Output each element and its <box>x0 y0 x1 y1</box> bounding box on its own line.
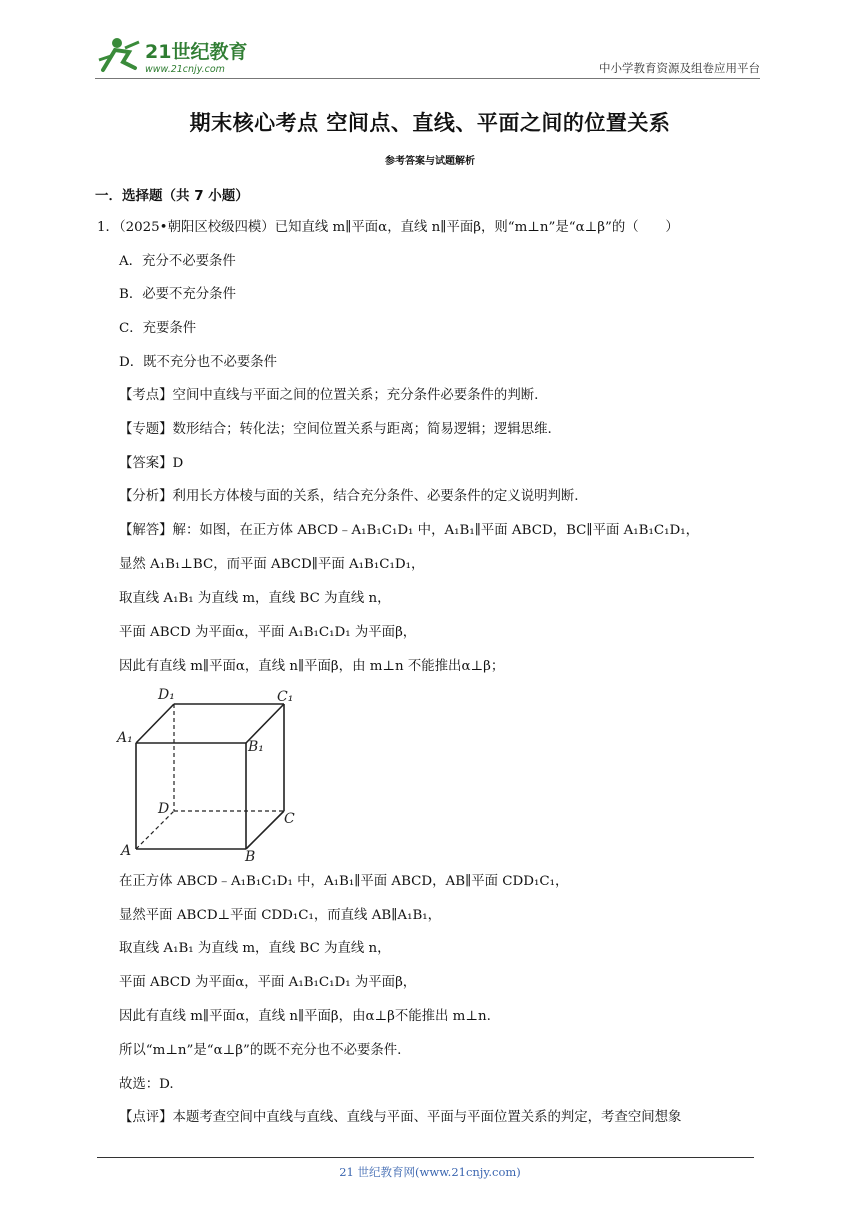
label-c: C <box>284 811 295 827</box>
label-a1: A₁ <box>117 730 133 746</box>
solution-line-6: 在正方体 ABCD﹣A₁B₁C₁D₁ 中，A₁B₁∥平面 ABCD，AB∥平面 CDD₁C₁， <box>119 874 569 889</box>
cube-figure <box>115 686 305 864</box>
solution-line-5: 因此有直线 m∥平面α，直线 n∥平面β，由 m⊥n 不能推出α⊥β； <box>119 659 505 674</box>
solution-line-2: 显然 A₁B₁⊥BC，而平面 ABCD∥平面 A₁B₁C₁D₁， <box>119 557 425 572</box>
solution-line-10: 因此有直线 m∥平面α，直线 n∥平面β，由α⊥β不能推出 m⊥n. <box>119 1009 491 1024</box>
page-header <box>95 30 760 82</box>
solution-line-11: 所以“m⊥n”是“α⊥β”的既不充分也不必要条件. <box>119 1043 402 1058</box>
svg-text:21世纪教育: 21世纪教育 <box>145 41 248 63</box>
label-c1: C₁ <box>277 689 294 705</box>
analysis-line: 【分析】利用长方体棱与面的关系，结合充分条件、必要条件的定义说明判断. <box>119 489 579 504</box>
option-a: A．充分不必要条件 <box>119 254 236 269</box>
solution-line-7: 显然平面 ABCD⊥平面 CDD₁C₁，而直线 AB∥A₁B₁， <box>119 908 442 923</box>
solution-line-4: 平面 ABCD 为平面α，平面 A₁B₁C₁D₁ 为平面β， <box>119 625 417 640</box>
site-name: 中小学教育资源及组卷应用平台 <box>599 61 760 75</box>
question-stem: 1．（2025•朝阳区校级四模）已知直线 m∥平面α，直线 n∥平面β，则“m⊥n”是“α⊥β”的（ ） <box>97 220 679 235</box>
label-d: D <box>158 801 170 817</box>
solution-line-1: 【解答】解：如图，在正方体 ABCD﹣A₁B₁C₁D₁ 中，A₁B₁∥平面 ABCD，BC∥平面 A₁B₁C₁D₁， <box>119 523 699 538</box>
page-title: 期末核心考点 空间点、直线、平面之间的位置关系 <box>189 111 671 135</box>
solution-line-9: 平面 ABCD 为平面α，平面 A₁B₁C₁D₁ 为平面β， <box>119 975 417 990</box>
zhuanti-line: 【专题】数形结合；转化法；空间位置关系与距离；简易逻辑；逻辑思维. <box>119 422 552 437</box>
solution-line-3: 取直线 A₁B₁ 为直线 m，直线 BC 为直线 n， <box>119 591 391 606</box>
svg-text:www.21cnjy.com: www.21cnjy.com <box>145 64 225 75</box>
solution-line-12: 故选：D. <box>119 1077 174 1092</box>
footer-divider <box>97 1157 754 1158</box>
label-b1: B₁ <box>248 739 264 755</box>
option-b: B．必要不充分条件 <box>119 287 236 302</box>
footer-link[interactable]: 21 世纪教育网(www.21cnjy.com) <box>339 1165 521 1179</box>
option-d: D．既不充分也不必要条件 <box>119 355 278 370</box>
answer-line: 【答案】D <box>119 456 184 471</box>
option-c: C．充要条件 <box>119 321 197 336</box>
comment-line: 【点评】本题考查空间中直线与直线、直线与平面、平面与平面位置关系的判定，考查空间想象 <box>119 1110 682 1125</box>
page-subtitle: 参考答案与试题解析 <box>385 156 475 167</box>
logo-21cnjy <box>95 34 265 76</box>
label-b: B <box>245 849 256 864</box>
solution-line-8: 取直线 A₁B₁ 为直线 m，直线 BC 为直线 n， <box>119 941 391 956</box>
label-d1: D₁ <box>158 687 175 703</box>
section-heading: 一．选择题（共 7 小题） <box>95 188 249 204</box>
label-a: A <box>121 843 132 859</box>
header-divider <box>95 78 760 79</box>
kaodian-line: 【考点】空间中直线与平面之间的位置关系；充分条件必要条件的判断. <box>119 388 539 403</box>
